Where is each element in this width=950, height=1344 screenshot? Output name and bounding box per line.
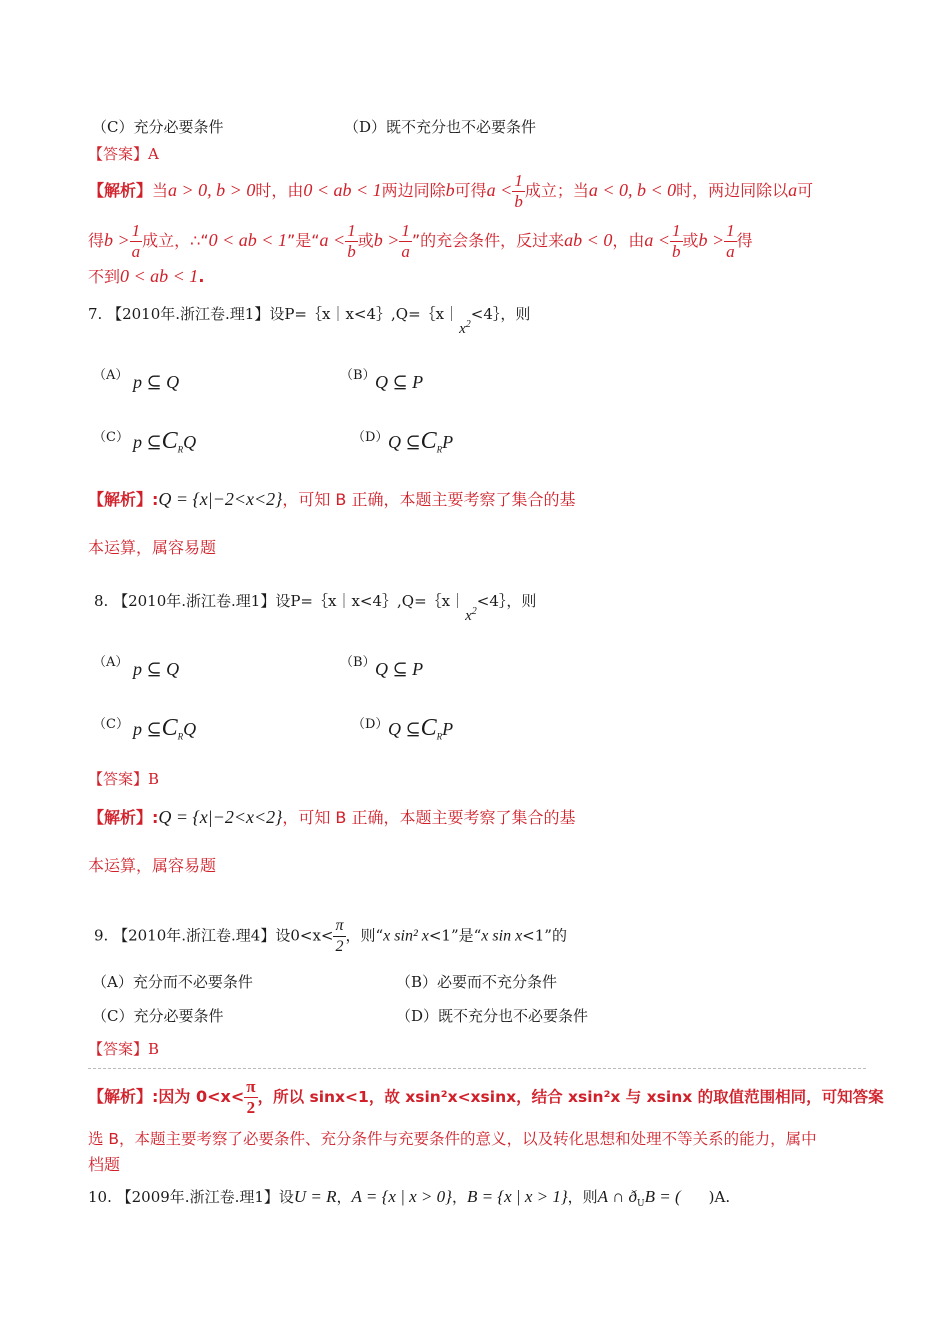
q8-b-label: （B） [340, 655, 376, 670]
text: 成立，∴“ [142, 231, 209, 250]
fraction [724, 221, 737, 262]
fraction-denominator: 2 [246, 1098, 256, 1117]
q9-option-b: （B）必要而不充分条件 [396, 973, 558, 991]
math: a < 0, b < 0 [588, 180, 677, 200]
text: Q [183, 432, 197, 452]
q6-answer: 【答案】A [88, 145, 159, 163]
q8-d-expr [388, 715, 453, 742]
text: 时，两边同除以 [676, 181, 789, 200]
q7-c-expr [133, 428, 196, 455]
math: a < [486, 180, 513, 200]
math: b > [373, 230, 400, 250]
analysis-label: 【解析】: [88, 808, 159, 827]
fraction-numerator: 1 [726, 221, 735, 240]
text: Q ⊆ [388, 719, 421, 739]
q8-c-expr [133, 715, 196, 742]
text: ”的充会条件，反过来 [411, 231, 565, 250]
text: ，所以 sinx<1，故 xsin²x<xsinx，结合 xsin²x 与 xsinx 的取值范围相同，可知答案 [257, 1088, 884, 1106]
text: ，则“ [345, 926, 384, 945]
fraction-numerator: π [333, 916, 345, 937]
math: U = R [293, 1187, 337, 1206]
q8-b-expr: Q ⊆ P [375, 659, 424, 679]
stem-end: <4｝，则 [476, 592, 537, 610]
math: b > [104, 230, 130, 250]
math: a > 0, b > 0 [168, 180, 256, 200]
text: 可得 [454, 181, 487, 200]
fraction [244, 1077, 257, 1118]
text: 或 [357, 231, 374, 250]
math: 0 < ab < 1 [303, 180, 382, 200]
stem-text: 7. 【2010年.浙江卷.理1】设P=｛x｜x<4｝,Q=｛x｜ [88, 305, 460, 323]
q9-analysis-line-2: 选 B，本题主要考察了必要条件、充分条件与充要条件的意义，以及转化思想和处理不等关系的能力，属中 [88, 1130, 817, 1148]
stem-text: 10. 【2009年.浙江卷.理1】设 [88, 1188, 294, 1206]
fraction-denominator: 2 [335, 938, 344, 955]
q8-a-label: （A） [93, 655, 129, 670]
complement-C: C [420, 428, 437, 454]
text: 当 [152, 181, 169, 200]
q7-b-label: （B） [340, 368, 376, 383]
text: 两边同除 [381, 181, 446, 200]
stem-end: <4｝，则 [470, 305, 531, 323]
q7-analysis-line-2: 本运算，属容易题 [88, 538, 217, 557]
text: ，由 [612, 231, 645, 250]
fraction-denominator: a [726, 242, 735, 261]
q9-analysis-line-3: 档题 [88, 1155, 121, 1174]
subscript: R [177, 444, 184, 455]
subscript: R [177, 731, 184, 742]
q7-d-label: （D） [352, 430, 389, 445]
q6-option-d: （D）既不充分也不必要条件 [344, 118, 537, 136]
stem-text: 9. 【2010年.浙江卷.理4】设0<x< [94, 926, 334, 945]
complement-C: C [161, 428, 178, 454]
text: 成立；当 [524, 181, 589, 200]
fraction-denominator: b [672, 242, 681, 261]
x-squared [459, 321, 471, 337]
fraction-denominator: a [401, 242, 410, 261]
text: )A. [708, 1188, 731, 1206]
math: a < [319, 230, 346, 250]
text: <1”是“ [428, 926, 482, 945]
subscript: U [637, 1199, 645, 1209]
q6-analysis-line-3 [88, 265, 204, 288]
math: B = ( [644, 1187, 681, 1206]
fraction [130, 221, 143, 262]
fraction-denominator: b [514, 192, 523, 211]
q8-a-expr: p ⊆ Q [133, 659, 180, 679]
math: 0 < ab < 1 [208, 230, 287, 250]
q9-answer: 【答案】B [88, 1040, 160, 1058]
math: Q = {x|−2<x<2} [158, 807, 283, 827]
text: p ⊆ [133, 719, 162, 739]
text: 或 [682, 231, 699, 250]
q7-stem [88, 303, 531, 337]
q8-answer: 【答案】B [88, 770, 160, 788]
fraction-denominator: a [131, 242, 141, 261]
text: Q [183, 719, 197, 739]
math: b [445, 180, 455, 200]
text: 得 [736, 231, 753, 250]
q7-a-expr: p ⊆ Q [133, 372, 180, 392]
math: 0 < ab < 1 [120, 266, 199, 286]
q6-option-c: （C）充分必要条件 [92, 118, 224, 136]
x: x [459, 321, 466, 337]
q9-analysis [88, 1073, 884, 1121]
fraction [512, 171, 525, 212]
text: 因为 0<x< [158, 1087, 245, 1106]
text: . [198, 267, 205, 286]
fraction [333, 916, 345, 957]
math: b > [698, 230, 725, 250]
analysis-label: 【解析】: [88, 490, 159, 509]
q6-analysis-line-2 [88, 218, 753, 262]
fraction [670, 221, 683, 262]
q7-c-label: （C） [93, 430, 129, 445]
q8-c-label: （C） [93, 717, 129, 732]
q9-option-a: （A）充分而不必要条件 [92, 973, 253, 991]
text: ， [451, 1188, 467, 1206]
q7-analysis [88, 486, 575, 513]
math: ab < 0 [564, 230, 613, 250]
q8-analysis-line-2: 本运算，属容易题 [88, 856, 217, 875]
math: x sin x [481, 927, 523, 945]
text: Q ⊆ [388, 432, 421, 452]
q9-option-d: （D）既不充分也不必要条件 [396, 1007, 589, 1025]
q9-stem [94, 916, 567, 960]
math: A ∩ ð [597, 1187, 638, 1206]
analysis-label: 【解析】 [88, 181, 153, 200]
analysis-label: 【解析】: [88, 1087, 159, 1106]
fraction-numerator: 1 [514, 171, 523, 190]
text: 不到 [88, 267, 121, 286]
text: ，可知 B 正确，本题主要考察了集合的基 [282, 490, 576, 509]
q6-analysis-line-1 [88, 170, 813, 210]
math: Q = {x|−2<x<2} [158, 489, 283, 509]
fraction-numerator: 1 [347, 221, 356, 240]
text: P [442, 719, 454, 739]
divider [88, 1068, 866, 1069]
text: P [442, 432, 454, 452]
math: a < [644, 230, 670, 250]
text: 可 [797, 181, 814, 200]
x-squared [465, 608, 477, 624]
q7-d-expr [388, 428, 453, 455]
text: ，可知 B 正确，本题主要考察了集合的基 [282, 808, 576, 827]
q10-stem [88, 1186, 730, 1215]
complement-C: C [420, 715, 437, 741]
fraction-denominator: b [347, 242, 356, 261]
math: B = {x | x > 1} [466, 1187, 568, 1206]
complement-C: C [161, 715, 178, 741]
exponent: 2 [465, 319, 471, 330]
fraction [345, 221, 358, 262]
x: x [465, 608, 472, 624]
text: ”是“ [286, 231, 320, 250]
subscript: R [436, 444, 443, 455]
math: A = {x | x > 0} [351, 1187, 452, 1206]
q9-option-c: （C）充分必要条件 [92, 1007, 224, 1025]
exponent: 2 [471, 606, 477, 617]
math: x sin² x [383, 927, 429, 945]
subscript: R [436, 731, 443, 742]
fraction-numerator: π [246, 1077, 256, 1096]
fraction-numerator: 1 [672, 221, 681, 240]
text: 时，由 [255, 181, 304, 200]
q8-stem [94, 590, 537, 624]
math: a [788, 180, 798, 200]
fraction [399, 221, 412, 262]
text: 得 [88, 231, 105, 250]
text: p ⊆ [133, 432, 162, 452]
stem-text: 8. 【2010年.浙江卷.理1】设P=｛x｜x<4｝,Q=｛x｜ [94, 592, 466, 610]
text: ， [336, 1188, 352, 1206]
q8-analysis [88, 804, 575, 831]
text: ，则 [567, 1188, 598, 1206]
text: <1”的 [522, 926, 567, 945]
q7-b-expr: Q ⊆ P [375, 372, 424, 392]
q7-a-label: （A） [93, 368, 129, 383]
fraction-numerator: 1 [401, 221, 410, 240]
q8-d-label: （D） [352, 717, 389, 732]
fraction-numerator: 1 [131, 221, 141, 240]
